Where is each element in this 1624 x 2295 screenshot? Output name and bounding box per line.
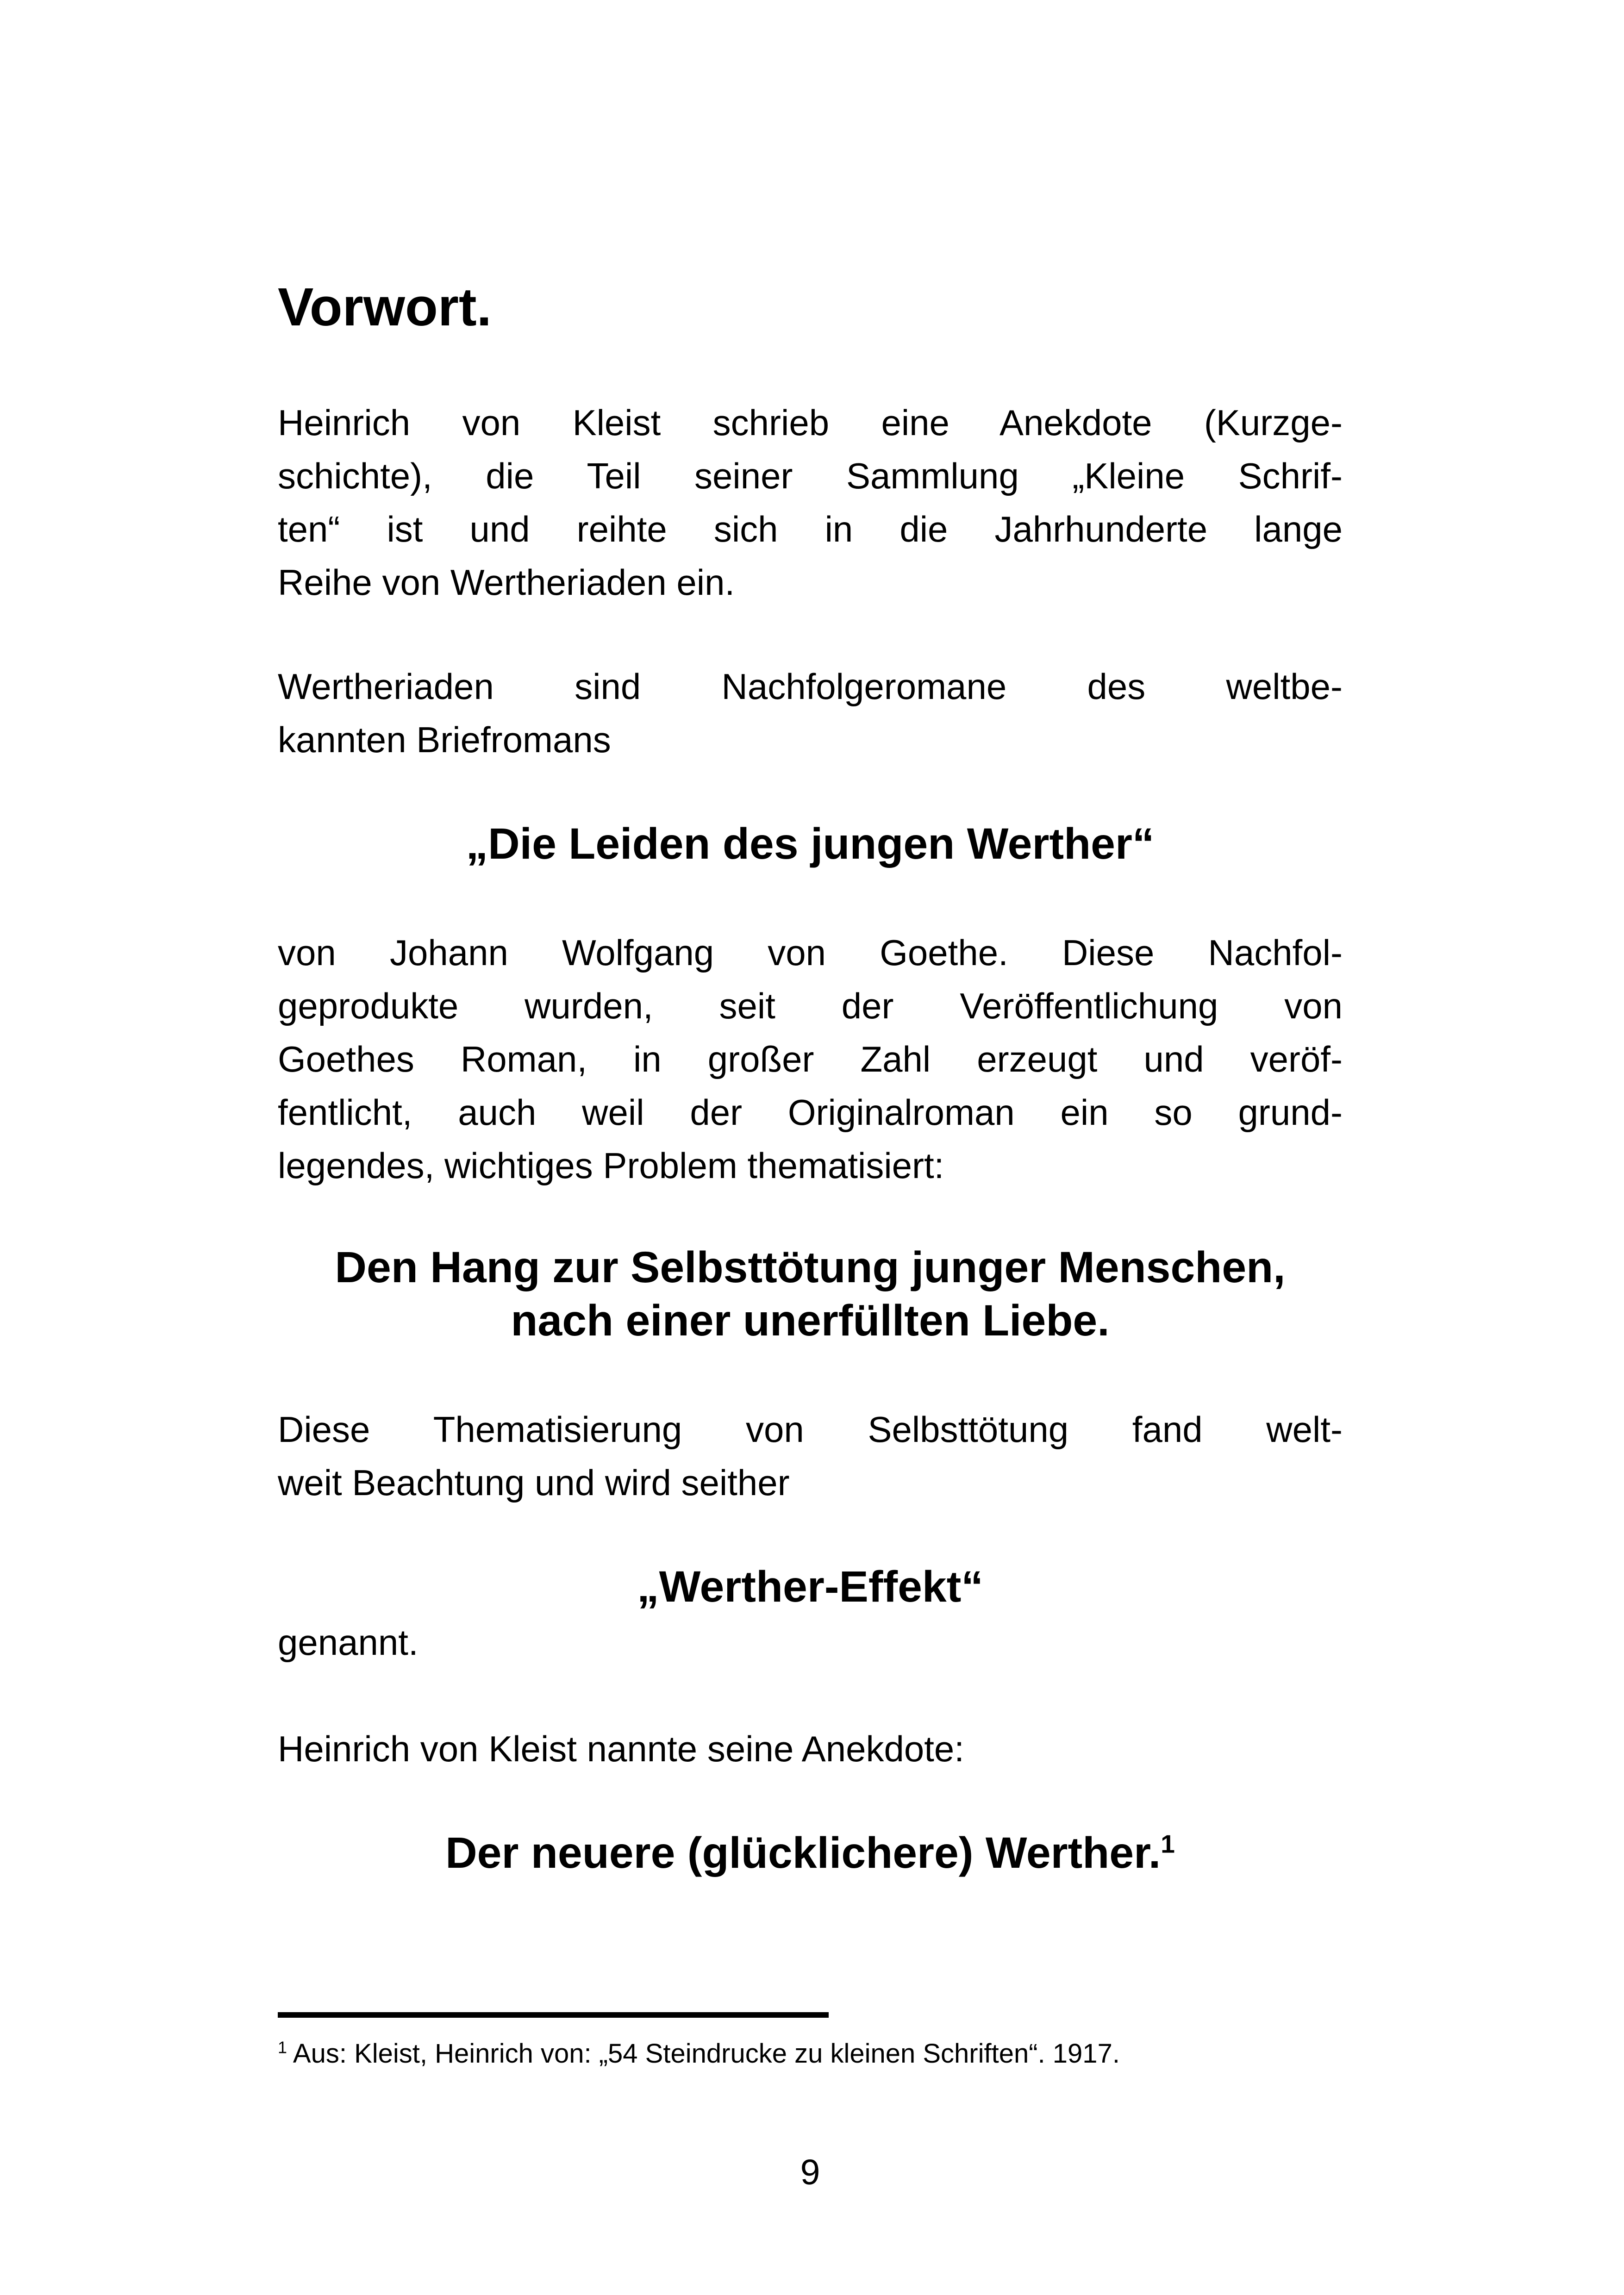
paragraph-4-line-2: weit Beachtung und wird seither: [278, 1462, 790, 1503]
footnote-marker: 1: [278, 2038, 287, 2057]
footnote: [278, 2038, 1343, 2070]
theme-heading: [278, 1241, 1343, 1347]
footnote-reference: 1: [1161, 1829, 1175, 1858]
paragraph-1-line-2: schichte), die Teil seiner Sammlung „Kleine Schrif-: [278, 455, 1343, 496]
paragraph-2-line-1: Wertheriaden sind Nachfolgeromane des weltbe-: [278, 666, 1343, 707]
book-title-heading: „Die Leiden des jungen Werther“: [466, 819, 1155, 868]
paragraph-2-line-2: kannten Briefromans: [278, 719, 611, 760]
paragraph-3-line-3: Goethes Roman, in großer Zahl erzeugt und veröf-: [278, 1039, 1343, 1079]
paragraph-1-line-4: Reihe von Wertheriaden ein.: [278, 562, 735, 603]
paragraph-3-line-4: fentlicht, auch weil der Originalroman ein so grund-: [278, 1092, 1343, 1133]
anecdote-title-text: Der neuere (glücklichere) Werther.: [445, 1828, 1161, 1877]
theme-heading-line-1: Den Hang zur Selbsttötung junger Menschen,: [335, 1243, 1286, 1292]
paragraph-1-line-1: Heinrich von Kleist schrieb eine Anekdote (Kurzge-: [278, 402, 1343, 443]
footnote-text: Aus: Kleist, Heinrich von: „54 Steindrucke zu kleinen Schriften“. 1917.: [287, 2039, 1120, 2069]
paragraph-4-closing: genannt.: [278, 1622, 418, 1663]
footnote-separator-rule: [278, 2012, 829, 2018]
paragraph-4: [278, 1403, 1343, 1509]
werther-effekt-heading: „Werther-Effekt“: [637, 1562, 983, 1611]
paragraph-3-line-1: von Johann Wolfgang von Goethe. Diese Nachfol-: [278, 932, 1343, 973]
page-number: 9: [800, 2152, 820, 2192]
paragraph-5: Heinrich von Kleist nannte seine Anekdote:: [278, 1728, 964, 1769]
paragraph-1: [278, 396, 1343, 609]
anecdote-title-heading: [278, 1827, 1343, 1880]
page-title: Vorwort.: [278, 277, 492, 337]
paragraph-3: [278, 926, 1343, 1192]
paragraph-2: [278, 660, 1343, 767]
paragraph-1-line-3: ten“ ist und reihte sich in die Jahrhunderte lange: [278, 509, 1343, 549]
paragraph-4-line-1: Diese Thematisierung von Selbsttötung fand welt-: [278, 1409, 1343, 1450]
theme-heading-line-2: nach einer unerfüllten Liebe.: [511, 1296, 1110, 1345]
paragraph-3-line-2: geprodukte wurden, seit der Veröffentlichung von: [278, 985, 1343, 1026]
paragraph-3-line-5: legendes, wichtiges Problem thematisiert:: [278, 1145, 944, 1186]
